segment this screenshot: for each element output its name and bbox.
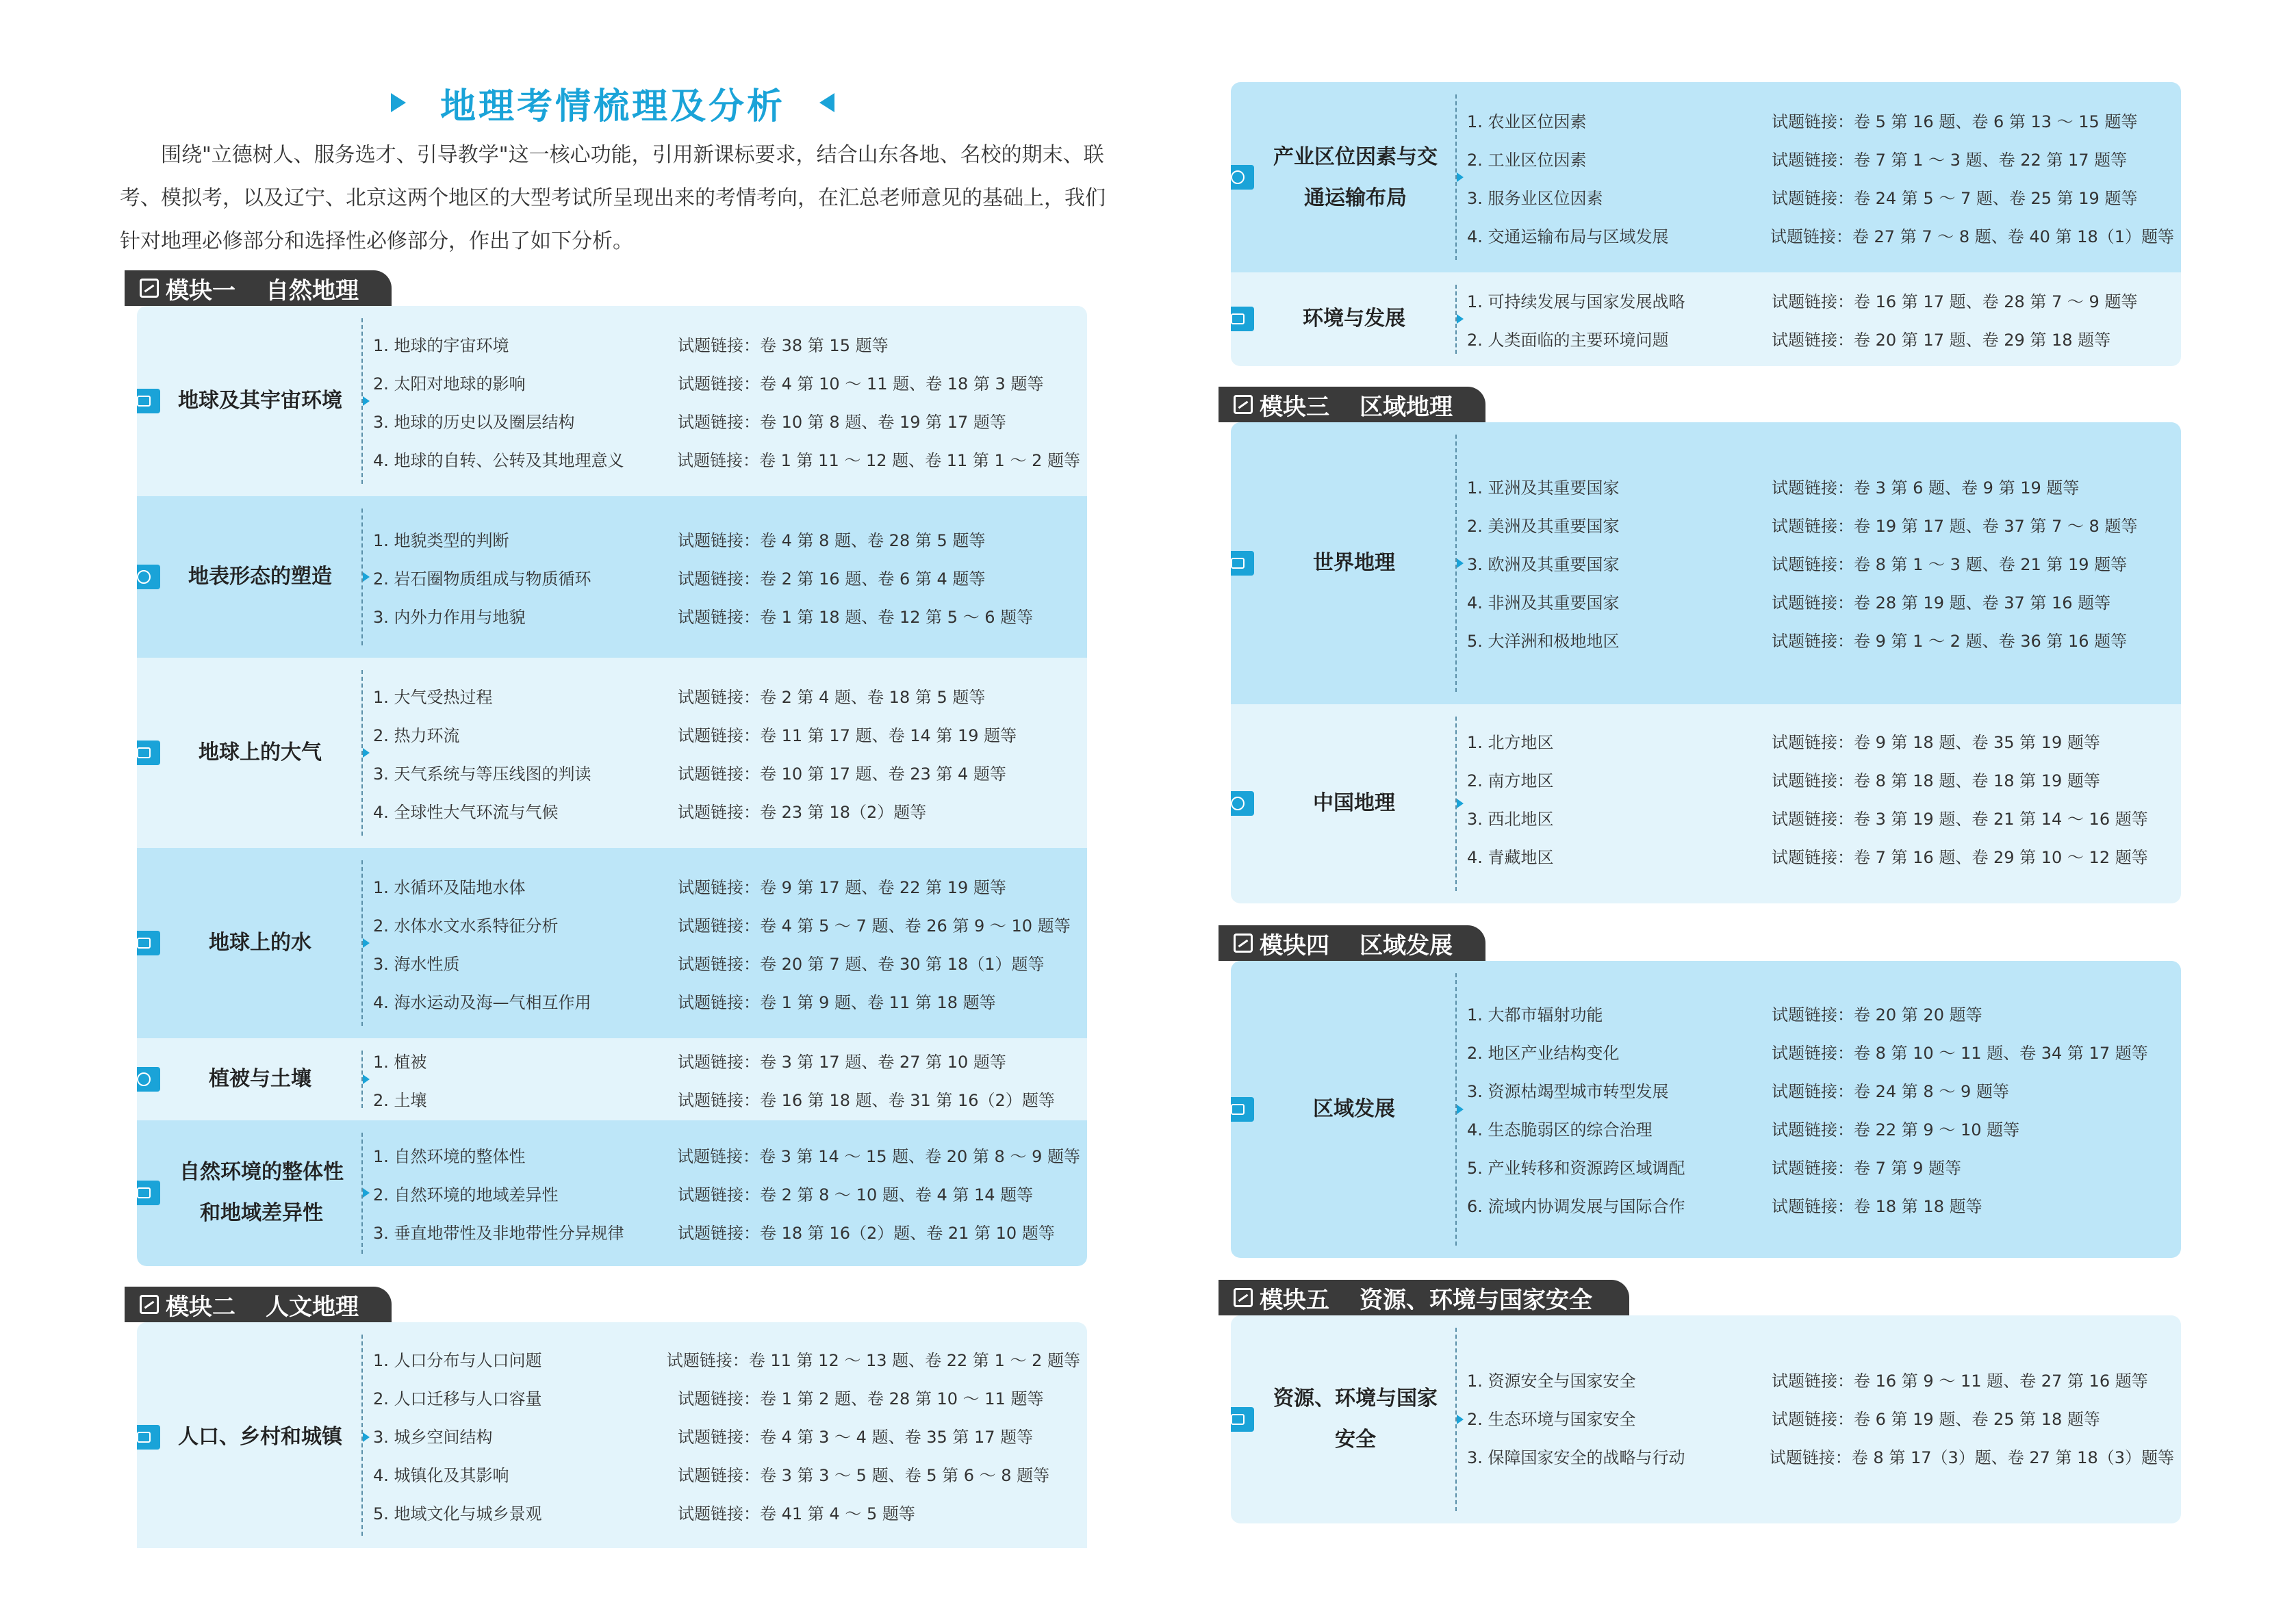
section-name: 地表形态的塑造 (188, 565, 332, 589)
chart-icon (1231, 307, 1254, 331)
list-item: 3. 内外力作用与地貌 试题链接：卷 1 第 18 题、卷 12 第 5 ～ 6 题等 (373, 607, 1034, 627)
section-name: 地球及其宇宙环境 (178, 389, 342, 413)
list-item: 3. 服务业区位因素 试题链接：卷 24 第 5 ～ 7 题、卷 25 第 19 题等 (1467, 188, 2138, 208)
bank-icon (1231, 551, 1254, 576)
list-item: 4. 全球性大气环流与气候 试题链接：卷 23 第 18（2）题等 (373, 802, 927, 822)
section-name: 植被与土壤 (209, 1067, 311, 1091)
module-header-5 (1219, 1280, 1629, 1315)
list-item: 2. 土壤 试题链接：卷 16 第 18 题、卷 31 第 16（2）题等 (373, 1090, 1055, 1110)
module-header-2 (125, 1287, 392, 1322)
module-header-4 (1219, 925, 1485, 961)
section-name: 中国地理 (1313, 791, 1395, 815)
list-item: 4. 城镇化及其影响 试题链接：卷 3 第 3 ～ 5 题、卷 5 第 6 ～ 8 题等 (373, 1465, 1050, 1485)
list-item: 4. 交通运输布局与区域发展 试题链接：卷 27 第 7 ～ 8 题、卷 40 第 18（1）题等 (1467, 227, 2174, 246)
intro-paragraph: 围绕"立德树人、服务选才、引导教学"这一核心功能，引用新课标要求，结合山东各地、名校的期末、联考、模拟考，以及辽宁、北京这两个地区的大型考试所呈现出来的考情考向，在汇总老师意见的基础上，我们针对地理必修部分和选择性必修部分，作出了如下分析。 (120, 143, 1106, 253)
coin-icon (137, 1067, 160, 1092)
module-name: 自然地理 (266, 276, 359, 305)
list-item: 3. 西北地区 试题链接：卷 3 第 19 题、卷 21 第 14 ～ 16 题等 (1467, 809, 2148, 829)
section-name: 人口、乡村和城镇 (178, 1425, 342, 1449)
list-item: 1. 自然环境的整体性 试题链接：卷 3 第 14 ～ 15 题、卷 20 第 8 ～ 9 题等 (373, 1146, 1080, 1166)
map-icon (140, 1295, 159, 1314)
map-icon (140, 279, 159, 298)
list-item: 1. 植被 试题链接：卷 3 第 17 题、卷 27 第 10 题等 (373, 1052, 1006, 1072)
pointer-icon (363, 572, 370, 582)
module-header-3 (1219, 387, 1485, 422)
bank-icon (1231, 1407, 1254, 1432)
pointer-icon (363, 1188, 370, 1198)
list-item: 2. 岩石圈物质组成与物质循环 试题链接：卷 2 第 16 题、卷 6 第 4 题等 (373, 569, 986, 589)
list-item: 1. 地貌类型的判断 试题链接：卷 4 第 8 题、卷 28 第 5 题等 (373, 530, 986, 550)
list-item: 4. 地球的自转、公转及其地理意义 试题链接：卷 1 第 11 ～ 12 题、卷 11 第 1 ～ 2 题等 (373, 450, 1080, 470)
module-name: 资源、环境与国家安全 (1360, 1286, 1592, 1314)
module-panel-1 (137, 306, 1087, 1266)
list-item: 1. 北方地区 试题链接：卷 9 第 18 题、卷 35 第 19 题等 (1467, 732, 2100, 752)
list-item: 1. 农业区位因素 试题链接：卷 5 第 16 题、卷 6 第 13 ～ 15 题等 (1467, 112, 2138, 131)
list-item: 4. 生态脆弱区的综合治理 试题链接：卷 22 第 9 ～ 10 题等 (1467, 1120, 2020, 1140)
pointer-icon (1457, 558, 1464, 568)
map-icon (1234, 1288, 1253, 1307)
module-label: 模块二 (166, 1293, 235, 1321)
section-vegetation-soil (137, 1038, 1087, 1120)
list-item: 3. 资源枯竭型城市转型发展 试题链接：卷 24 第 8 ～ 9 题等 (1467, 1081, 2009, 1101)
list-item: 3. 城乡空间结构 试题链接：卷 4 第 3 ～ 4 题、卷 35 第 17 题等 (373, 1427, 1034, 1447)
section-name: 产业区位因素与交通运输布局 (1273, 145, 1438, 210)
section-environment-development (1231, 272, 2181, 366)
section-water (137, 848, 1087, 1038)
pointer-icon (1457, 172, 1464, 182)
section-name: 世界地理 (1313, 551, 1395, 575)
list-item: 3. 垂直地带性及非地带性分异规律 试题链接：卷 18 第 16（2）题、卷 21 第 10 题等 (373, 1223, 1055, 1243)
list-item: 5. 大洋洲和极地地区 试题链接：卷 9 第 1 ～ 2 题、卷 36 第 16 题等 (1467, 631, 2128, 651)
pointer-icon (1457, 1105, 1464, 1114)
list-item: 2. 美洲及其重要国家 试题链接：卷 19 第 17 题、卷 37 第 7 ～ 8 题等 (1467, 516, 2138, 536)
section-resources-security (1231, 1315, 2181, 1523)
section-integrity-difference (137, 1120, 1087, 1266)
bank-icon (137, 389, 160, 413)
section-regional-development (1231, 961, 2181, 1258)
arrow-left-icon (819, 93, 834, 112)
map-icon (1234, 934, 1253, 953)
module-panel-4 (1231, 961, 2181, 1258)
module-label: 模块五 (1260, 1286, 1329, 1314)
list-item: 1. 资源安全与国家安全 试题链接：卷 16 第 9 ～ 11 题、卷 27 第 16 题等 (1467, 1371, 2148, 1391)
pointer-icon (363, 1074, 370, 1084)
list-item: 2. 热力环流 试题链接：卷 11 第 17 题、卷 14 第 19 题等 (373, 725, 1017, 745)
module-header-1 (125, 270, 392, 306)
coin-icon (1231, 165, 1254, 190)
module-name: 区域地理 (1360, 393, 1453, 421)
module-panel-2a (137, 1322, 1087, 1548)
list-item: 3. 保障国家安全的战略与行动 试题链接：卷 8 第 17（3）题、卷 27 第 18（3）题等 (1467, 1447, 2174, 1467)
list-item: 5. 产业转移和资源跨区域调配 试题链接：卷 7 第 9 题等 (1467, 1158, 1962, 1178)
list-item: 3. 海水性质 试题链接：卷 20 第 7 题、卷 30 第 18（1）题等 (373, 954, 1045, 974)
module-label: 模块三 (1260, 393, 1329, 421)
coin-icon (1231, 791, 1254, 816)
list-item: 2. 工业区位因素 试题链接：卷 7 第 1 ～ 3 题、卷 22 第 17 题等 (1467, 150, 2128, 170)
list-item: 4. 青藏地区 试题链接：卷 7 第 16 题、卷 29 第 10 ～ 12 题等 (1467, 847, 2148, 867)
list-item: 3. 欧洲及其重要国家 试题链接：卷 8 第 1 ～ 3 题、卷 21 第 19 题等 (1467, 554, 2128, 574)
list-item: 2. 生态环境与国家安全 试题链接：卷 6 第 19 题、卷 25 第 18 题等 (1467, 1409, 2100, 1429)
section-landform (137, 496, 1087, 658)
section-name: 资源、环境与国家安全 (1273, 1387, 1438, 1452)
pointer-icon (363, 1432, 370, 1442)
pointer-icon (363, 396, 370, 406)
page-title-block (390, 75, 835, 130)
list-item: 5. 地域文化与城乡景观 试题链接：卷 41 第 4 ～ 5 题等 (373, 1504, 915, 1523)
section-name: 自然环境的整体性和地域差异性 (179, 1160, 344, 1225)
chart-icon (1231, 1097, 1254, 1122)
module-label: 模块四 (1260, 931, 1329, 960)
section-name: 环境与发展 (1303, 307, 1405, 331)
arrow-right-icon (391, 93, 406, 112)
list-item: 1. 水循环及陆地水体 试题链接：卷 9 第 17 题、卷 22 第 19 题等 (373, 877, 1006, 897)
section-name: 地球上的大气 (199, 741, 322, 764)
list-item: 1. 人口分布与人口问题 试题链接：卷 11 第 12 ～ 13 题、卷 22 第 1 ～ 2 题等 (373, 1350, 1080, 1370)
section-name: 区域发展 (1313, 1097, 1395, 1121)
list-item: 1. 大都市辐射功能 试题链接：卷 20 第 20 题等 (1467, 1005, 1982, 1025)
list-item: 2. 人口迁移与人口容量 试题链接：卷 1 第 2 题、卷 28 第 10 ～ 11 题等 (373, 1389, 1044, 1408)
list-item: 1. 地球的宇宙环境 试题链接：卷 38 第 15 题等 (373, 335, 889, 355)
section-atmosphere (137, 658, 1087, 848)
module-name: 区域发展 (1360, 931, 1453, 960)
list-item: 2. 水体水文水系特征分析 试题链接：卷 4 第 5 ～ 7 题、卷 26 第 9 ～ 10 题等 (373, 916, 1071, 936)
list-item: 1. 亚洲及其重要国家 试题链接：卷 3 第 6 题、卷 9 第 19 题等 (1467, 478, 2080, 498)
pointer-icon (1457, 1415, 1464, 1424)
list-item: 1. 可持续发展与国家发展战略 试题链接：卷 16 第 17 题、卷 28 第 7 ～ 9 题等 (1467, 292, 2138, 311)
page-title: 地理考情梳理及分析 (439, 86, 785, 127)
section-earth-universe (137, 306, 1087, 496)
list-item: 2. 自然环境的地域差异性 试题链接：卷 2 第 8 ～ 10 题、卷 4 第 14 题等 (373, 1185, 1034, 1205)
list-item: 3. 地球的历史以及圈层结构 试题链接：卷 10 第 8 题、卷 19 第 17 题等 (373, 412, 1006, 432)
list-item: 4. 海水运动及海—气相互作用 试题链接：卷 1 第 9 题、卷 11 第 18 题等 (373, 992, 996, 1012)
list-item: 2. 南方地区 试题链接：卷 8 第 18 题、卷 18 第 19 题等 (1467, 771, 2100, 790)
pointer-icon (1457, 799, 1464, 808)
list-item: 2. 人类面临的主要环境问题 试题链接：卷 20 第 17 题、卷 29 第 18 题等 (1467, 330, 2111, 350)
section-name: 地球上的水 (209, 931, 311, 955)
section-china-geography (1231, 704, 2181, 903)
bank-icon (137, 931, 160, 955)
list-item: 1. 大气受热过程 试题链接：卷 2 第 4 题、卷 18 第 5 题等 (373, 687, 986, 707)
module-panel-2b (1231, 82, 2181, 366)
pointer-icon (363, 938, 370, 948)
list-item: 4. 非洲及其重要国家 试题链接：卷 28 第 19 题、卷 37 第 16 题等 (1467, 593, 2111, 613)
chart-icon (137, 1181, 160, 1205)
list-item: 3. 天气系统与等压线图的判读 试题链接：卷 10 第 17 题、卷 23 第 4 题等 (373, 764, 1006, 784)
section-world-geography (1231, 422, 2181, 704)
module-panel-5 (1231, 1315, 2181, 1523)
section-industry-transport (1231, 82, 2181, 272)
section-population-urban (137, 1322, 1087, 1548)
coin-icon (137, 565, 160, 589)
module-name: 人文地理 (266, 1293, 359, 1321)
pointer-icon (1457, 314, 1464, 324)
module-panel-3 (1231, 422, 2181, 903)
list-item: 2. 太阳对地球的影响 试题链接：卷 4 第 10 ～ 11 题、卷 18 第 3 题等 (373, 374, 1044, 394)
bank-icon (137, 1425, 160, 1450)
module-label: 模块一 (166, 276, 235, 305)
pointer-icon (363, 748, 370, 758)
list-item: 2. 地区产业结构变化 试题链接：卷 8 第 10 ～ 11 题、卷 34 第 17 题等 (1467, 1043, 2148, 1063)
map-icon (1234, 395, 1253, 414)
list-item: 6. 流域内协调发展与国际合作 试题链接：卷 18 第 18 题等 (1467, 1196, 1982, 1216)
chart-icon (137, 741, 160, 765)
